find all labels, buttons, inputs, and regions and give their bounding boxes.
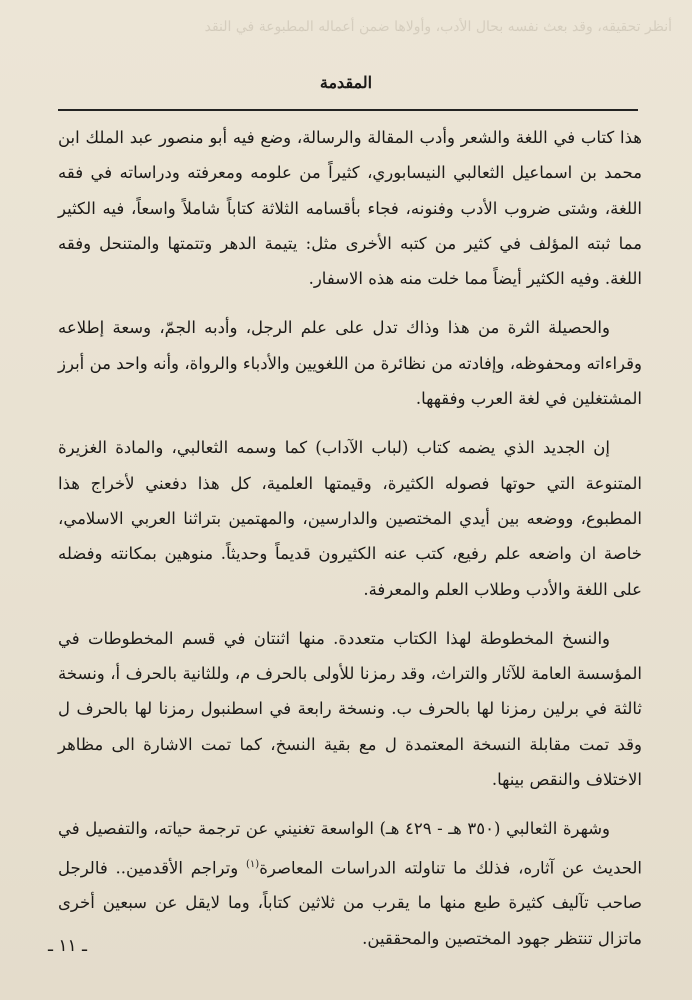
page-title: المقدمة (319, 73, 373, 92)
paragraph-5 (58, 811, 642, 956)
paragraph-5-part-1: وشهرة الثعالبي (٣٥٠ هـ - ٤٢٩ هـ) الواسعة تغنيني عن ترجمة حياته، والتفصيل في الحديث عن آثاره، فذلك ما تناولته الدراسات المعاصرة (58, 819, 642, 878)
paragraph-3: إن الجديد الذي يضمه كتاب (لباب الآداب) كما وسمه الثعالبي، والمادة الغزيرة المتنوعة التي حوتها فصوله الكثيرة، وقيمتها العلمية، كل هذا دفعني لأخراج هذا المطبوع، ووضعه بين أيدي المختصين والدارسين، والمهتمين بتراثنا العربي الاسلامي، خاصة ان واضعه علم رفيع، كتب عنه الكثيرون قديماً وحديثاً. منوهين بمكانته وفضله على اللغة والأدب وطلاب العلم والمعرفة. (58, 438, 642, 599)
footnote-reference: (١) (246, 858, 260, 870)
page-number: ـ ١١ ـ (48, 936, 88, 956)
paragraph-2: والحصيلة الثرة من هذا وذاك تدل على علم الرجل، وأدبه الجمّ، وسعة إطلاعه وقراءاته ومحفوظه، وإفادته من نظائرة من اللغويين والأدباء والرواة، وأنه واحد من أبرز المشتغلين في لغة العرب وفقهها. (58, 318, 642, 409)
paragraph-4: والنسخ المخطوطة لهذا الكتاب متعددة. منها اثنتان في قسم المخطوطات في المؤسسة العامة للآثار والتراث، وقد رمزنا للأولى بالحرف م، وللثانية بالحرف أ، ونسخة ثالثة في برلين رمزنا لها بالحرف ب. ونسخة رابعة في اسطنبول رمزنا لها بالحرف ل وقد تمت مقابلة النسخة المعتمدة ل مع بقية النسخ، كما تمت الاشارة الى مظاهر الاختلاف والنقص بينها. (58, 628, 642, 790)
header-rule (58, 109, 638, 111)
bleed-through-text: أنظر تحقيقه، وقد بعث نفسه بحال الأدب، وأولاها ضمن أعماله المطبوعة في النقد (204, 19, 672, 35)
paragraph-1: هذا كتاب في اللغة والشعر وأدب المقالة والرسالة، وضع فيه أبو منصور عبد الملك ابن محمد بن اسماعيل الثعالبي النيسابوري، كثيراً من علومه ومعرفته ودراساته في فقه اللغة، وشتى ضروب الأدب وفنونه، فجاء بأقسامه الثلاثة كتاباً شاملاً واسعاً، فيه الكثير مما ثبته المؤلف في كثير من كتبه الأخرى مثل: يتيمة الدهر وتتمتها والمتنحل وفقه اللغة. وفيه الكثير أيضاً مما خلت منه هذه الاسفار. (58, 128, 642, 289)
paragraph-5-part-2: وتراجم الأقدمين.. فالرجل صاحب تآليف كثيرة طبع منها ما يقرب من ثلاثين كتاباً، وما لايقل عن سبعين أخرى ماتزال تنتظر جهود المختصين والمحققين. (58, 858, 642, 948)
body-text (58, 120, 642, 970)
